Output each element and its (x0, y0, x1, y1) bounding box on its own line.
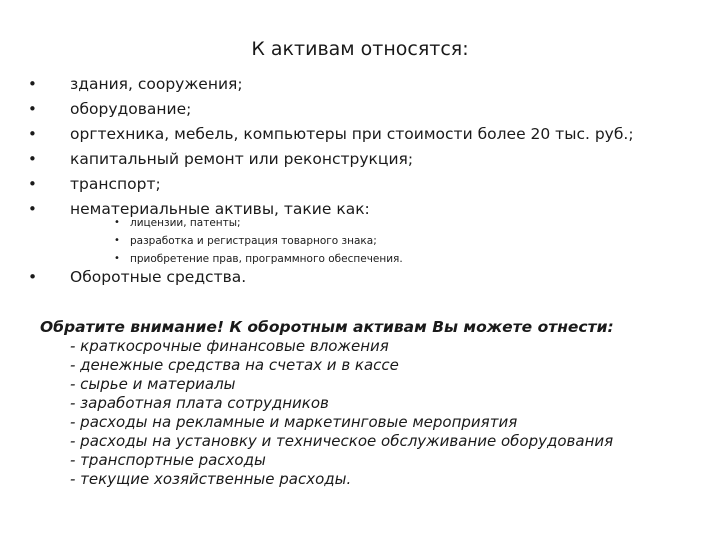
list-item: • нематериальные активы, такие как: (28, 197, 634, 222)
current-assets-label: Оборотные средства. (70, 268, 247, 286)
note-list (70, 337, 613, 489)
bullet-icon: • (28, 268, 38, 286)
list-item: • здания, сооружения; (28, 72, 634, 97)
list-item: • оборудование; (28, 97, 634, 122)
note-item: - расходы на рекламные и маркетинговые мероприятия (70, 413, 518, 431)
sub-list-item: • лицензии, патенты; (114, 214, 403, 232)
list-item: • транспорт; (28, 172, 634, 197)
note-heading: Обратите внимание! К оборотным активам Вы можете отнести: (40, 318, 614, 336)
current-assets-item (28, 268, 246, 286)
list-item: • капитальный ремонт или реконструкция; (28, 147, 634, 172)
page-title: К активам относятся: (251, 38, 469, 60)
sub-list-item: • разработка и регистрация товарного знака; (114, 232, 403, 250)
note-item: - текущие хозяйственные расходы. (70, 470, 352, 488)
note-item: - денежные средства на счетах и в кассе (70, 356, 399, 374)
note-item: - сырье и материалы (70, 375, 236, 393)
intangible-assets-sublist (114, 214, 403, 268)
list-item: • оргтехника, мебель, компьютеры при стоимости более 20 тыс. руб.; (28, 122, 634, 147)
sub-list-item: • приобретение прав, программного обеспечения. (114, 250, 403, 268)
note-item: - расходы на установку и техническое обслуживание оборудования (70, 432, 614, 450)
note-item: - краткосрочные финансовые вложения (70, 337, 389, 355)
note-item: - заработная плата сотрудников (70, 394, 329, 412)
note-item: - транспортные расходы (70, 451, 266, 469)
assets-list (28, 72, 634, 222)
